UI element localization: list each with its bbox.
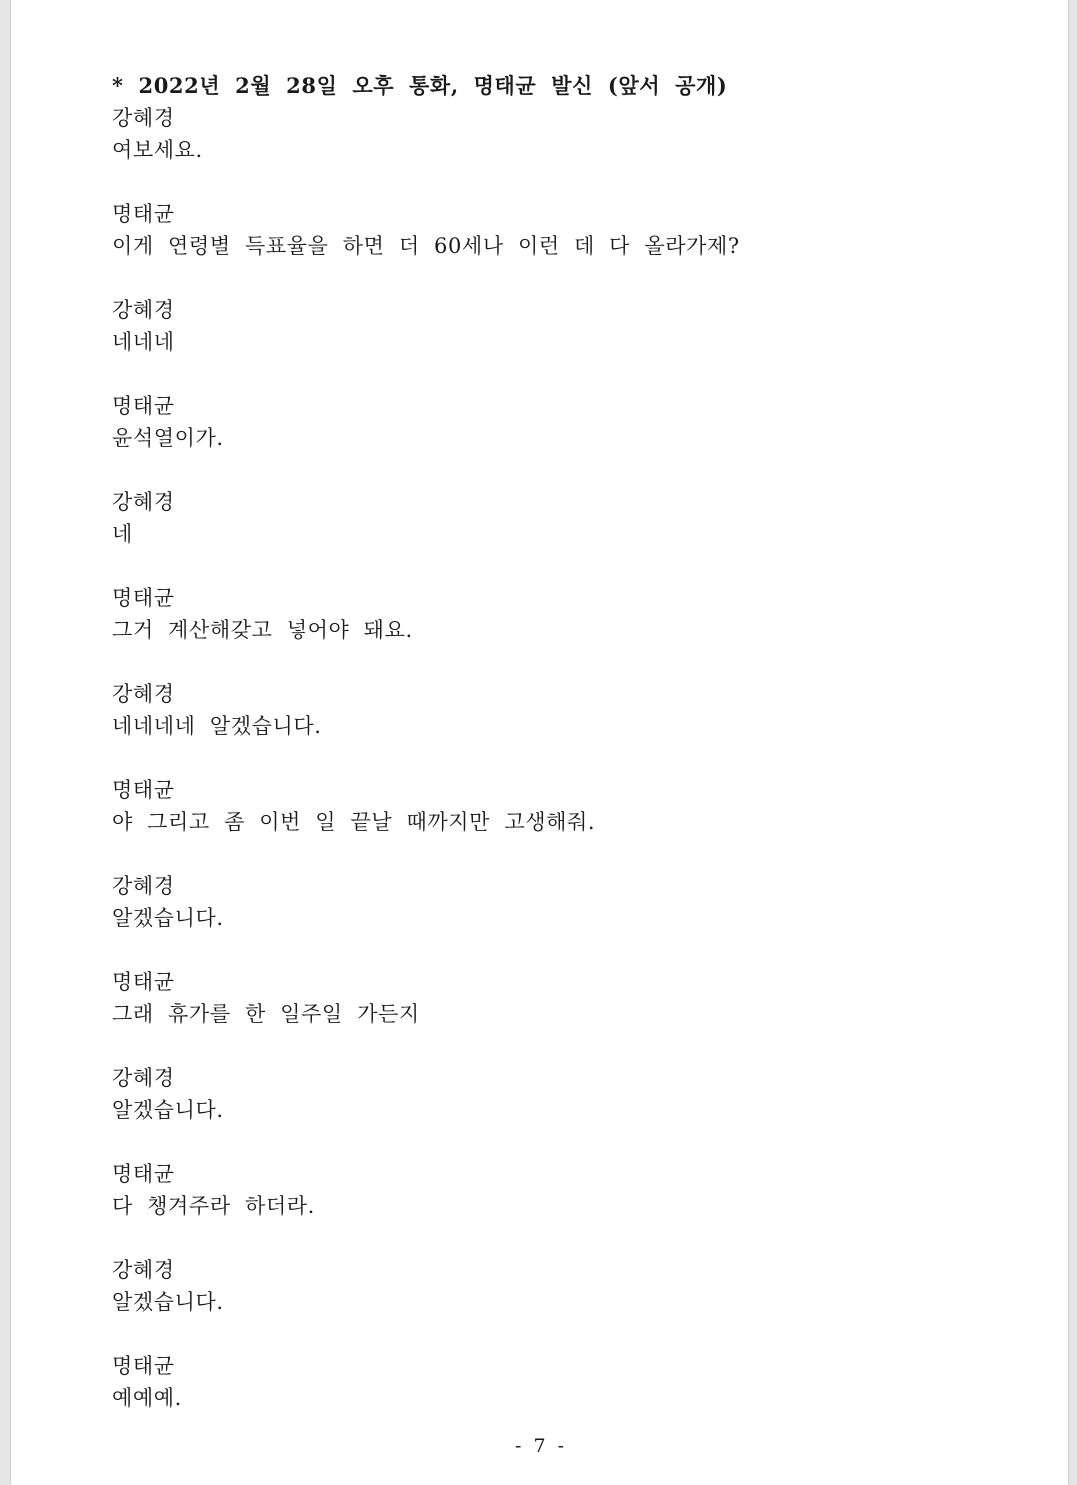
utterance-text: 네네네네 알겠습니다. xyxy=(112,714,322,738)
blank-line xyxy=(112,838,1012,870)
speaker-name: 강혜경 xyxy=(112,490,175,514)
dialogue-turn xyxy=(112,1350,1012,1414)
speaker-name: 명태균 xyxy=(112,202,175,226)
blank-line xyxy=(112,934,1012,966)
blank-line xyxy=(112,358,1012,390)
speaker-name: 명태균 xyxy=(112,394,175,418)
utterance-text: 야 그리고 좀 이번 일 끝날 때까지만 고생해줘. xyxy=(112,810,596,834)
utterance-text: 네 xyxy=(112,522,133,546)
speaker-name: 강혜경 xyxy=(112,106,175,130)
utterance-text: 네네네 xyxy=(112,330,175,354)
blank-line xyxy=(112,1030,1012,1062)
utterance-text: 알겠습니다. xyxy=(112,906,224,930)
dialogue-turn xyxy=(112,678,1012,742)
dialogue-turn xyxy=(112,870,1012,934)
blank-line xyxy=(112,550,1012,582)
speaker-name: 명태균 xyxy=(112,586,175,610)
utterance-text: 예예예. xyxy=(112,1386,182,1410)
page-content xyxy=(112,70,1012,1414)
utterance-text: 윤석열이가. xyxy=(112,426,224,450)
dialogue-turn xyxy=(112,582,1012,646)
speaker-name: 강혜경 xyxy=(112,682,175,706)
speaker-name: 강혜경 xyxy=(112,874,175,898)
utterance-text: 이게 연령별 득표율을 하면 더 60세나 이런 데 다 올라가제? xyxy=(112,234,740,258)
utterance-text: 알겠습니다. xyxy=(112,1290,224,1314)
dialogue-turn xyxy=(112,294,1012,358)
speaker-name: 명태균 xyxy=(112,970,175,994)
dialogue-turn xyxy=(112,966,1012,1030)
utterance-text: 그래 휴가를 한 일주일 가든지 xyxy=(112,1002,420,1026)
blank-line xyxy=(112,262,1012,294)
dialogue-turn xyxy=(112,1062,1012,1126)
speaker-name: 강혜경 xyxy=(112,1258,175,1282)
dialogue-turn xyxy=(112,1254,1012,1318)
speaker-name: 강혜경 xyxy=(112,298,175,322)
blank-line xyxy=(112,1318,1012,1350)
blank-line xyxy=(112,454,1012,486)
speaker-name: 명태균 xyxy=(112,1354,175,1378)
blank-line xyxy=(112,1126,1012,1158)
call-heading: * 2022년 2월 28일 오후 통화, 명태균 발신 (앞서 공개) xyxy=(112,73,728,98)
dialogue-turn xyxy=(112,774,1012,838)
dialogue-turn xyxy=(112,1158,1012,1222)
utterance-text: 알겠습니다. xyxy=(112,1098,224,1122)
dialogue-turn xyxy=(112,486,1012,550)
blank-line xyxy=(112,646,1012,678)
speaker-name: 강혜경 xyxy=(112,1066,175,1090)
page-number: - 7 - xyxy=(514,1435,564,1457)
dialogue-turn xyxy=(112,102,1012,166)
utterance-text: 여보세요. xyxy=(112,138,203,162)
utterance-text: 다 챙겨주라 하더라. xyxy=(112,1194,315,1218)
document-page xyxy=(11,0,1068,1485)
dialogue-turn xyxy=(112,390,1012,454)
dialogue-turn xyxy=(112,198,1012,262)
blank-line xyxy=(112,742,1012,774)
speaker-name: 명태균 xyxy=(112,778,175,802)
blank-line xyxy=(112,166,1012,198)
utterance-text: 그거 계산해갖고 넣어야 돼요. xyxy=(112,618,413,642)
speaker-name: 명태균 xyxy=(112,1162,175,1186)
blank-line xyxy=(112,1222,1012,1254)
